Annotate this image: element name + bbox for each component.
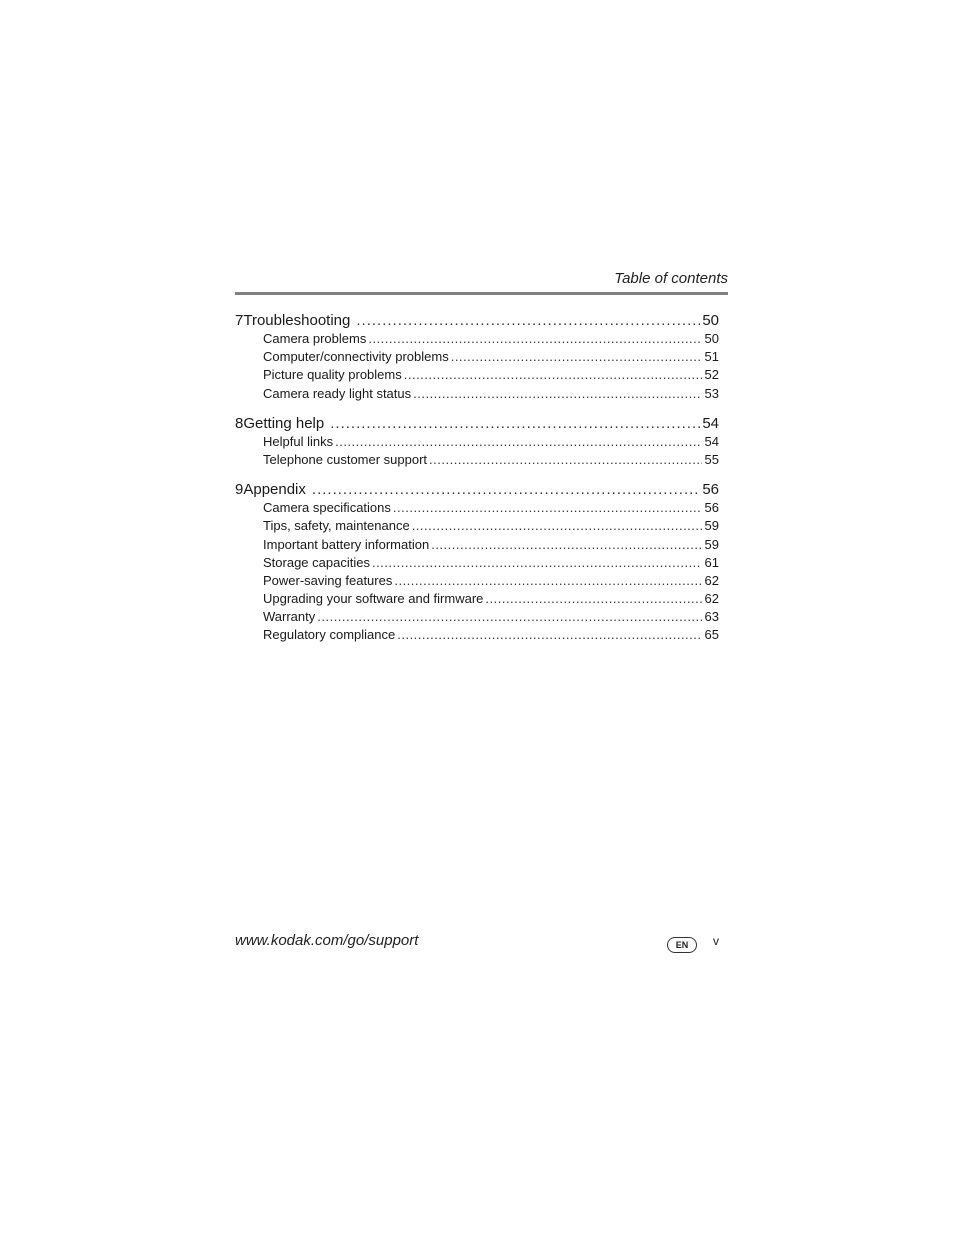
dot-leader	[412, 517, 702, 535]
dot-leader	[413, 385, 701, 403]
header-divider	[235, 292, 728, 295]
toc-entry[interactable]	[235, 499, 719, 517]
toc-entry[interactable]	[235, 590, 719, 608]
dot-leader	[394, 572, 701, 590]
dot-leader	[335, 433, 701, 451]
toc-chapter-heading[interactable]	[235, 414, 719, 433]
toc-entry[interactable]	[235, 572, 719, 590]
dot-leader	[397, 626, 701, 644]
entry-page: 63	[704, 609, 719, 625]
toc-entry[interactable]	[235, 348, 719, 366]
toc-chapter	[235, 414, 719, 469]
entry-title: Regulatory compliance	[263, 627, 396, 643]
entry-title: Power-saving features	[263, 572, 393, 588]
entry-title: Picture quality problems	[263, 367, 402, 383]
entry-page: 62	[704, 572, 719, 588]
chapter-title: Getting help	[243, 414, 325, 432]
entry-page: 51	[704, 349, 719, 365]
toc-chapter	[235, 311, 719, 403]
language-badge: EN	[667, 937, 697, 953]
entry-title: Tips, safety, maintenance	[263, 518, 410, 534]
toc-entry[interactable]	[235, 536, 719, 554]
entry-title: Storage capacities	[263, 554, 370, 570]
dot-leader	[317, 608, 701, 626]
dot-leader	[393, 499, 702, 517]
toc-entry[interactable]	[235, 330, 719, 348]
entry-page: 59	[704, 518, 719, 534]
entry-title: Important battery information	[263, 536, 430, 552]
dot-leader	[485, 590, 701, 608]
entry-page: 56	[704, 500, 719, 516]
entry-title: Telephone customer support	[263, 451, 428, 467]
chapter-page: 50	[702, 312, 719, 329]
chapter-title: Troubleshooting	[243, 312, 351, 329]
toc-chapter-heading[interactable]	[235, 311, 719, 330]
entry-page: 54	[704, 433, 719, 449]
dot-leader	[312, 480, 700, 499]
chapter-page: 56	[702, 481, 719, 499]
entry-page: 55	[704, 451, 719, 467]
entry-title: Camera ready light status	[263, 385, 412, 401]
page-header-title: Table of contents	[614, 270, 728, 287]
entry-page: 52	[704, 367, 719, 383]
page-number: v	[713, 934, 719, 948]
dot-leader	[431, 536, 701, 554]
dot-leader	[404, 366, 702, 384]
entry-page: 62	[704, 591, 719, 607]
entry-title: Helpful links	[263, 433, 334, 449]
entry-page: 61	[704, 554, 719, 570]
chapter-number: 9	[235, 481, 244, 499]
entry-page: 53	[704, 385, 719, 401]
toc-entry[interactable]	[235, 366, 719, 384]
entry-page: 59	[704, 536, 719, 552]
toc-entry[interactable]	[235, 385, 719, 403]
entry-title: Camera problems	[263, 331, 367, 346]
toc-entry[interactable]	[235, 608, 719, 626]
entry-page: 50	[704, 331, 719, 346]
chapter-page: 54	[702, 414, 719, 432]
chapter-number: 7	[235, 312, 244, 329]
entry-title: Warranty	[263, 609, 316, 625]
chapter-number: 8	[235, 414, 244, 432]
table-of-contents	[235, 311, 719, 656]
support-url-link[interactable]: www.kodak.com/go/support	[235, 932, 419, 949]
toc-entry[interactable]	[235, 554, 719, 572]
chapter-title: Appendix	[243, 481, 306, 499]
entry-title: Camera specifications	[263, 500, 391, 516]
entry-page: 65	[704, 627, 719, 643]
toc-entry[interactable]	[235, 451, 719, 469]
entry-title: Upgrading your software and firmware	[263, 591, 484, 607]
dot-leader	[372, 554, 702, 572]
entry-title: Computer/connectivity problems	[263, 349, 449, 365]
dot-leader	[356, 311, 700, 330]
dot-leader	[368, 330, 701, 348]
toc-chapter-heading[interactable]	[235, 480, 719, 499]
dot-leader	[451, 348, 702, 366]
toc-chapter	[235, 480, 719, 645]
toc-entry[interactable]	[235, 433, 719, 451]
toc-entry[interactable]	[235, 626, 719, 644]
toc-entry[interactable]	[235, 517, 719, 535]
dot-leader	[429, 451, 701, 469]
dot-leader	[330, 414, 700, 433]
